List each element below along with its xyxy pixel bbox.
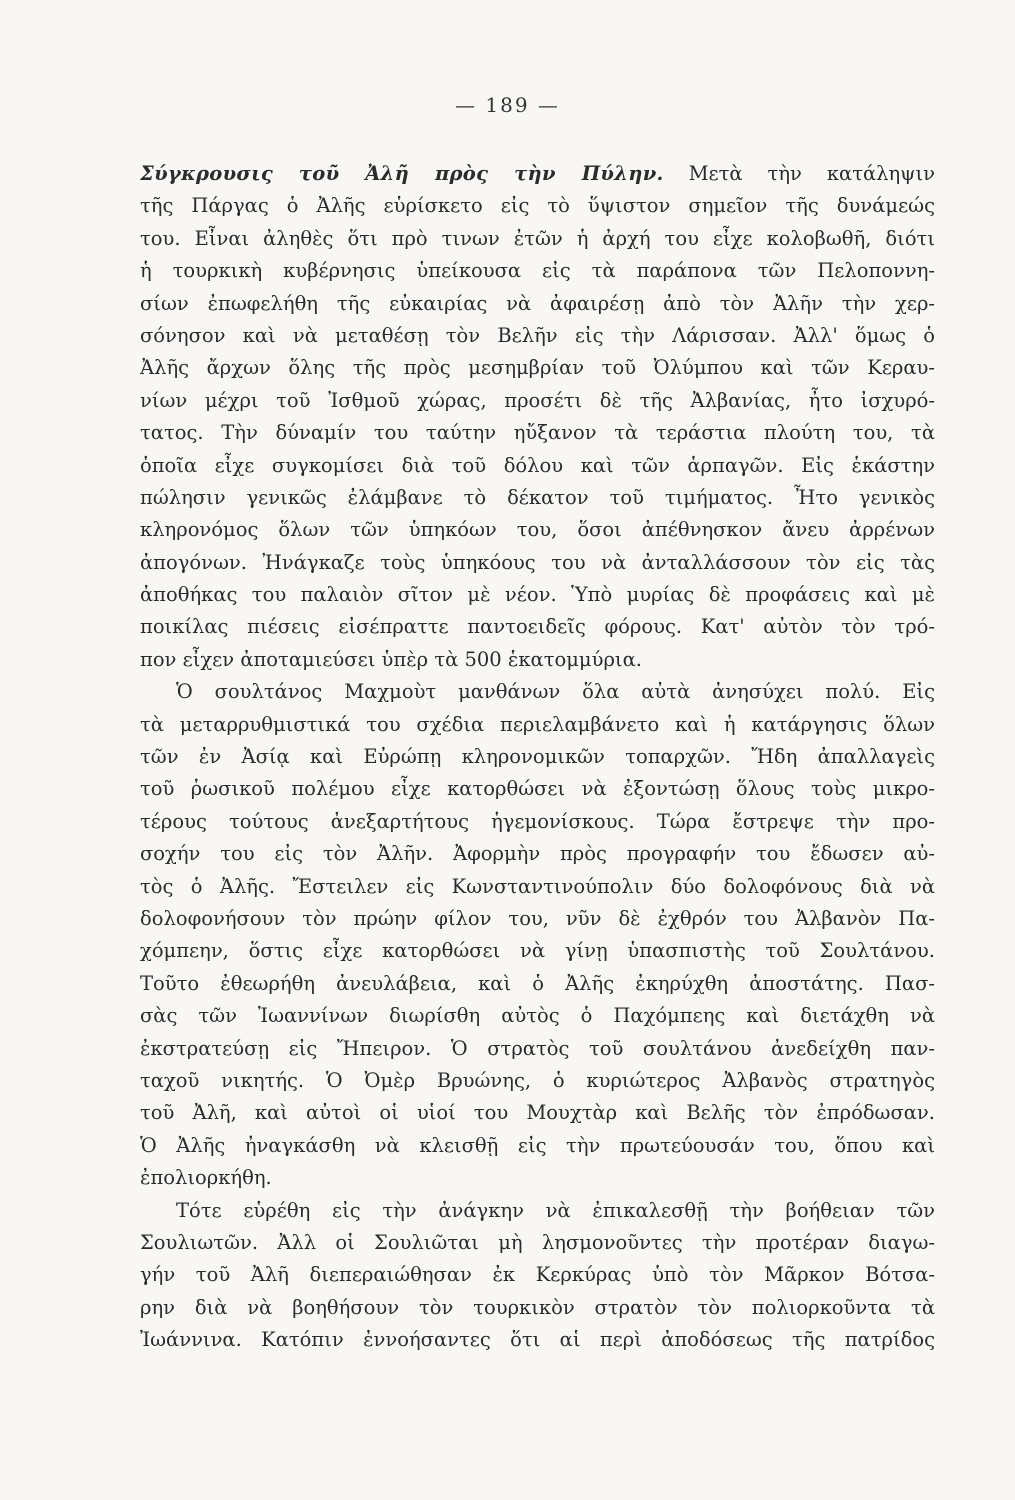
text-line: νίων μέχρι τοῦ Ἰσθμοῦ χώρας, προσέτι δὲ τῆς Ἀλβανίας, ἦτο ἰσχυρό-	[140, 388, 935, 412]
text-line: τὸς ὁ Ἀλῆς. Ἔστειλεν εἰς Κωνσταντινούπολιν δύο δολοφόνους διὰ νὰ	[140, 874, 935, 898]
section-heading: Σύγκρουσις τοῦ Ἀλῆ πρὸς τὴν Πύλην.	[140, 162, 664, 185]
text-line-1-rest: Μετὰ τὴν κατάληψιν	[688, 162, 935, 185]
text-line: σοχήν του εἰς τὸν Ἀλῆν. Ἀφορμὴν πρὸς προγραφήν του ἔδωσεν αὐ-	[140, 842, 935, 866]
text-line: τοῦ ῥωσικοῦ πολέμου εἶχε κατορθώσει νὰ ἐξοντώσῃ ὅλους τοὺς μικρο-	[140, 777, 935, 801]
text-line: τατος. Τὴν δύναμίν του ταύτην ηὔξανον τὰ τεράστια πλούτη του, τὰ	[140, 421, 935, 445]
paragraph-start-line: Ὁ σουλτάνος Μαχμοὺτ μανθάνων ὅλα αὐτὰ ἀνησύχει πολύ. Εἰς	[176, 680, 935, 704]
text-line: ἡ τουρκικὴ κυβέρνησις ὑπείκουσα εἰς τὰ παράπονα τῶν Πελοποννη-	[140, 259, 935, 283]
text-line: ρην διὰ νὰ βοηθήσουν τὸν τουρκικὸν στρατὸν τὸν πολιορκοῦντα τὰ	[140, 1295, 935, 1319]
page-number: — 189 —	[455, 93, 560, 117]
text-line: τὰ μεταρρυθμιστικά του σχέδια περιελαμβάνετο καὶ ἡ κατάργησις ὅλων	[140, 712, 935, 736]
paragraph-end-line: ἐπολιορκήθη.	[140, 1166, 272, 1190]
text-line: τέρους τούτους ἀνεξαρτήτους ἡγεμονίσκους. Τώρα ἔστρεψε τὴν προ-	[140, 809, 935, 833]
text-line: του. Εἶναι ἀληθὲς ὅτι πρὸ τινων ἐτῶν ἡ ἀρχή του εἶχε κολοβωθῆ, διότι	[140, 226, 935, 250]
text-line: Ἰωάννινα. Κατόπιν ἐννοήσαντες ὅτι αἱ περὶ ἀποδόσεως τῆς πατρίδος	[140, 1328, 935, 1352]
text-line: δολοφονήσουν τὸν πρώην φίλον του, νῦν δὲ ἐχθρόν του Ἀλβανὸν Πα-	[140, 906, 935, 930]
text-line: ἀπογόνων. Ἠνάγκαζε τοὺς ὑπηκόους του νὰ ἀνταλλάσσουν τὸν εἰς τὰς	[140, 550, 935, 574]
text-line: Ἀλῆς ἄρχων ὅλης τῆς πρὸς μεσημβρίαν τοῦ Ὀλύμπου καὶ τῶν Κεραυ-	[140, 356, 935, 380]
text-line: σὰς τῶν Ἰωαννίνων διωρίσθη αὐτὸς ὁ Παχόμπεης καὶ διετάχθη νὰ	[140, 1004, 935, 1028]
body-text	[140, 158, 935, 1356]
text-line: Σουλιωτῶν. Ἀλλ οἱ Σουλιῶται μὴ λησμονοῦντες τὴν προτέραν διαγω-	[140, 1230, 935, 1254]
text-line: ταχοῦ νικητής. Ὁ Ὀμὲρ Βρυώνης, ὁ κυριώτερος Ἀλβανὸς στρατηγὸς	[140, 1068, 935, 1092]
text-line-1	[140, 158, 935, 190]
text-line: τῆς Πάργας ὁ Ἀλῆς εὑρίσκετο εἰς τὸ ὕψιστον σημεῖον τῆς δυνάμεώς	[140, 194, 935, 218]
text-line: κληρονόμος ὅλων τῶν ὑπηκόων του, ὅσοι ἀπέθνησκον ἄνευ ἀρρένων	[140, 518, 935, 542]
text-line: σόνησον καὶ νὰ μεταθέσῃ τὸν Βελῆν εἰς τὴν Λάρισσαν. Ἀλλ' ὅμως ὁ	[140, 323, 935, 347]
paragraph-end-line: πον εἶχεν ἀποταμιεύσει ὑπὲρ τὰ 500 ἑκατομμύρια.	[140, 647, 642, 671]
text-line: Ὁ Ἀλῆς ἠναγκάσθη νὰ κλεισθῇ εἰς τὴν πρωτεύουσάν του, ὅπου καὶ	[140, 1133, 935, 1157]
text-line: πώλησιν γενικῶς ἐλάμβανε τὸ δέκατον τοῦ τιμήματος. Ἦτο γενικὸς	[140, 485, 935, 509]
text-line: χόμπεην, ὅστις εἶχε κατορθώσει νὰ γίνῃ ὑπασπιστὴς τοῦ Σουλτάνου.	[140, 939, 935, 963]
text-line: γήν τοῦ Ἀλῆ διεπεραιώθησαν ἐκ Κερκύρας ὑπὸ τὸν Μᾶρκον Βότσα-	[140, 1263, 935, 1287]
text-line: ποικίλας πιέσεις εἰσέπραττε παντοειδεῖς φόρους. Κατ' αὐτὸν τὸν τρό-	[140, 615, 935, 639]
text-line: Τοῦτο ἐθεωρήθη ἀνευλάβεια, καὶ ὁ Ἀλῆς ἐκηρύχθη ἀποστάτης. Πασ-	[140, 971, 935, 995]
text-line: σίων ἐπωφελήθη τῆς εὐκαιρίας νὰ ἀφαιρέσῃ ἀπὸ τὸν Ἀλῆν τὴν χερ-	[140, 291, 935, 315]
paragraph-start-line: Τότε εὑρέθη εἰς τὴν ἀνάγκην νὰ ἐπικαλεσθῇ τὴν βοήθειαν τῶν	[176, 1198, 935, 1222]
text-line: ὁποῖα εἶχε συγκομίσει διὰ τοῦ δόλου καὶ τῶν ἁρπαγῶν. Εἰς ἑκάστην	[140, 453, 935, 477]
text-line: ἀποθήκας του παλαιὸν σῖτον μὲ νέον. Ὑπὸ μυρίας δὲ προφάσεις καὶ μὲ	[140, 583, 935, 607]
text-line: τῶν ἐν Ἀσίᾳ καὶ Εὐρώπῃ κληρονομικῶν τοπαρχῶν. Ἤδη ἀπαλλαγεὶς	[140, 745, 935, 769]
text-line: τοῦ Ἀλῆ, καὶ αὐτοὶ οἱ υἱοί του Μουχτὰρ καὶ Βελῆς τὸν ἐπρόδωσαν.	[140, 1101, 935, 1125]
text-line: ἐκστρατεύσῃ εἰς Ἤπειρον. Ὁ στρατὸς τοῦ σουλτάνου ἀνεδείχθη παν-	[140, 1036, 935, 1060]
